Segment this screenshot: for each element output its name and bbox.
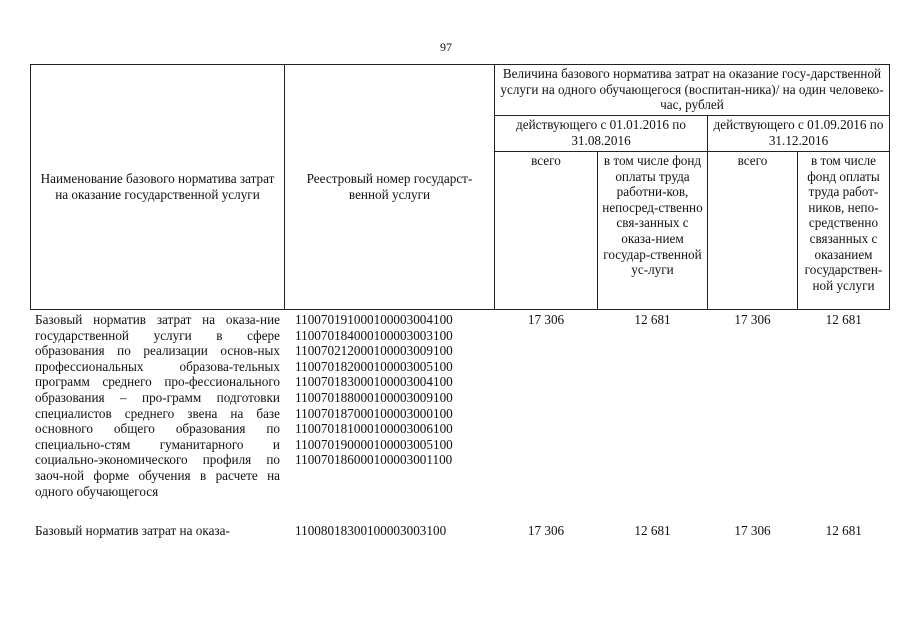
- payroll-period-2-value: 12 681: [825, 312, 862, 327]
- header-total-period-2: всего: [708, 152, 798, 310]
- registry-codes-cell: [285, 521, 495, 541]
- norms-table: [30, 64, 890, 541]
- total-period-2-value: 17 306: [734, 312, 771, 327]
- header-period-1: действующего с 01.01.2016 по 31.08.2016: [495, 116, 708, 152]
- table-row: [31, 521, 890, 541]
- header-service-name: Наименование базового норматива затрат на оказание государственной услуги: [31, 65, 285, 310]
- payroll-period-2-value: 12 681: [825, 523, 862, 539]
- registry-code: 110070188000100003009100: [295, 389, 453, 405]
- registry-code: 11008018300100003003100: [295, 523, 447, 539]
- payroll-period-1-value: 12 681: [634, 523, 671, 539]
- header-period-2: действующего с 01.09.2016 по 31.12.2016: [708, 116, 890, 152]
- registry-code: 110070190000100003005100: [295, 436, 453, 452]
- header-norm-value: Величина базового норматива затрат на оказание госу-дарственной услуги на одного обучающегося (воспитан-ника)/ на один человеко-час, рублей: [495, 65, 890, 116]
- registry-code: 110070181000100003006100: [295, 421, 453, 437]
- service-name-cell: Базовый норматив затрат на оказа-: [35, 523, 230, 539]
- service-name-cell: Базовый норматив затрат на оказа-ние государственной услуги в сфере образования по реализации основ-ных профессиональных образова-тельных программ среднего про-фессионального образования – про-грамм подготовки специалистов среднего звена на базе основного общего образования по специально-стям гуманитарного и социально-экономического профиля по заоч-ной форме обучения в расчете на одного обучающегося: [35, 312, 280, 499]
- payroll-period-1-value: 12 681: [634, 312, 671, 327]
- total-period-1-value: 17 306: [527, 523, 565, 539]
- registry-code: 110070187000100003000100: [295, 405, 453, 421]
- table-row: [31, 310, 890, 502]
- registry-code: 110070191000100003004100: [295, 312, 453, 327]
- registry-code: 110070186000100003001100: [295, 452, 453, 468]
- row-spacer: [31, 501, 890, 521]
- header-registry-number: Реестровый номер государст-венной услуги: [285, 65, 495, 310]
- total-period-1-value: 17 306: [527, 312, 565, 327]
- header-payroll-period-1: в том числе фонд оплаты труда работни-ков, непосред-ственно свя-занных с оказа-нием государ-ственной ус-луги: [598, 152, 708, 310]
- registry-code: 110070184000100003003100: [295, 327, 453, 343]
- registry-codes-cell: [285, 310, 495, 502]
- total-period-2-value: 17 306: [734, 523, 771, 539]
- registry-code: 110070183000100003004100: [295, 374, 453, 390]
- registry-code: 110070212000100003009100: [295, 343, 453, 359]
- header-payroll-period-2: в том числе фонд оплаты труда работ-ников, непо-средственно связанных с оказанием государствен-ной услуги: [798, 152, 890, 310]
- header-total-period-1: всего: [495, 152, 598, 310]
- page-number: 97: [440, 40, 452, 54]
- registry-code: 110070182000100003005100: [295, 358, 453, 374]
- norms-table-wrapper: [30, 64, 890, 541]
